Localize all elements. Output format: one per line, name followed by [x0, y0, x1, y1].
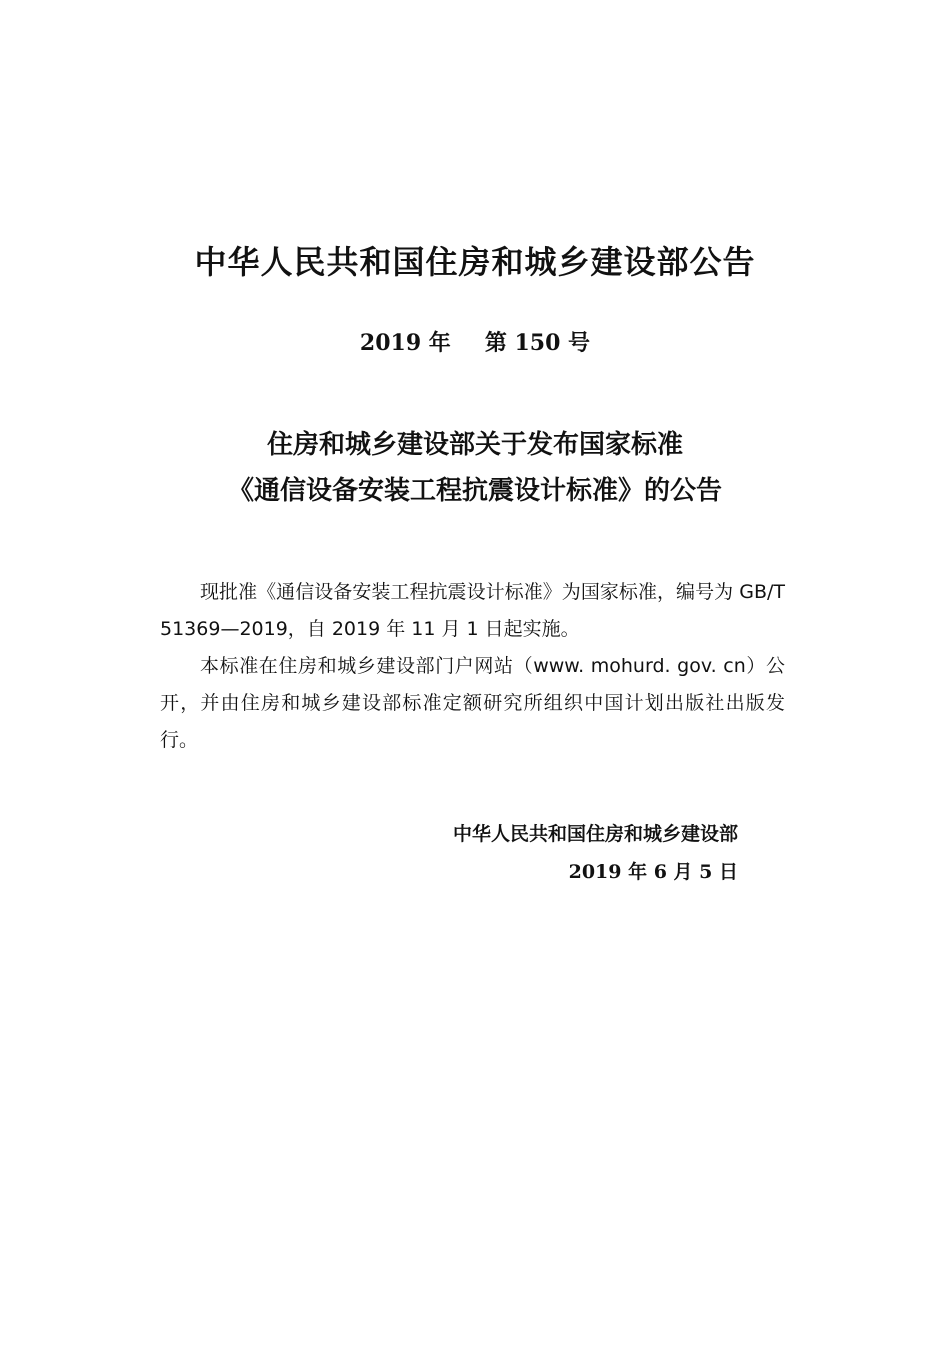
signature-block [380, 815, 738, 891]
issuer-name: 中华人民共和国住房和城乡建设部 [452, 823, 738, 845]
announcement-title: 中华人民共和国住房和城乡建设部公告 [194, 243, 756, 281]
announcement-year: 2019 年 [359, 330, 451, 356]
subtitle-line-1: 住房和城乡建设部关于发布国家标准 [266, 430, 683, 460]
body-paragraph-approval: 现批准《通信设备安装工程抗震设计标准》为国家标准，编号为 GB/T 51369—2019，自 2019 年 11 月 1 日起实施。 [160, 581, 785, 640]
announcement-number [0, 326, 950, 360]
announcement-body [160, 574, 785, 759]
issue-date: 2019 年 6 月 5 日 [568, 861, 738, 883]
announcement-subtitle [0, 422, 950, 514]
body-paragraph-publication: 本标准在住房和城乡建设部门户网站（www. mohurd. gov. cn）公开，并由住房和城乡建设部标准定额研究所组织中国计划出版社出版发行。 [160, 655, 785, 751]
subtitle-line-2: 《通信设备安装工程抗震设计标准》的公告 [227, 476, 722, 506]
announcement-serial: 第 150 号 [484, 330, 591, 356]
